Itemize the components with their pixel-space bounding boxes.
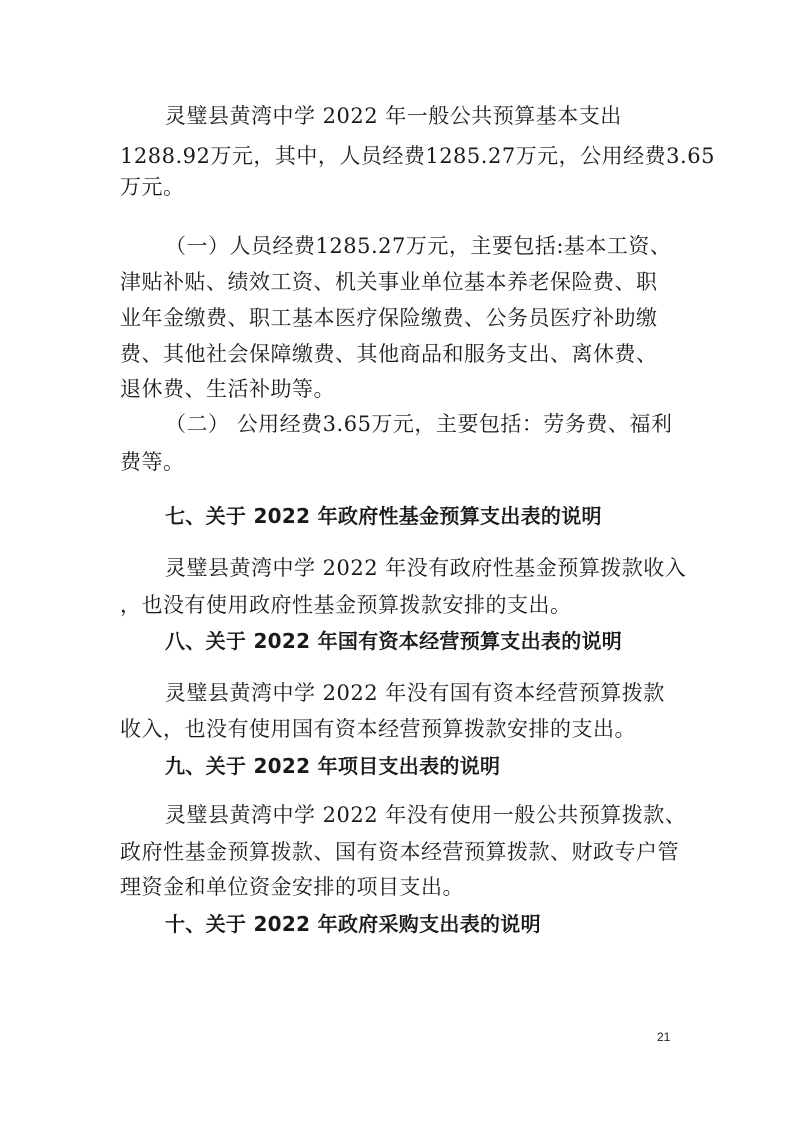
paragraph-line: 理资金和单位资金安排的项目支出。 [120, 875, 464, 899]
paragraph-line: 灵璧县黄湾中学 2022 年没有国有资本经营预算拨款 [165, 681, 665, 705]
paragraph-line: 退休费、生活补助等。 [120, 377, 335, 401]
paragraph-line: （二） 公用经费3.65万元，主要包括：劳务费、福利 [165, 412, 673, 436]
page-number: 21 [657, 1030, 671, 1044]
paragraph-line: 灵璧县黄湾中学 2022 年一般公共预算基本支出 [165, 104, 622, 128]
paragraph-line: 费等。 [120, 450, 185, 474]
section-heading-10: 十、关于 2022 年政府采购支出表的说明 [165, 912, 541, 936]
paragraph-line: 政府性基金预算拨款、国有资本经营预算拨款、财政专户管 [120, 840, 679, 864]
paragraph-line: 灵璧县黄湾中学 2022 年没有政府性基金预算拨款收入 [165, 556, 687, 580]
paragraph-line: 业年金缴费、职工基本医疗保险缴费、公务员医疗补助缴 [120, 306, 658, 330]
paragraph-line: 1288.92万元，其中，人员经费1285.27万元，公用经费3.65 [120, 144, 715, 168]
paragraph-line: （一）人员经费1285.27万元，主要包括:基本工资、 [165, 234, 672, 258]
paragraph-line: 津贴补贴、绩效工资、机关事业单位基本养老保险费、职 [120, 270, 658, 294]
section-heading-7: 七、关于 2022 年政府性基金预算支出表的说明 [165, 504, 602, 528]
section-heading-8: 八、关于 2022 年国有资本经营预算支出表的说明 [165, 629, 623, 653]
paragraph-line: ，也没有使用政府性基金预算拨款安排的支出。 [120, 593, 572, 617]
paragraph-line: 灵璧县黄湾中学 2022 年没有使用一般公共预算拨款、 [165, 803, 687, 827]
paragraph-line: 费、其他社会保障缴费、其他商品和服务支出、离休费、 [120, 342, 658, 366]
paragraph-line: 收入，也没有使用国有资本经营预算拨款安排的支出。 [120, 717, 636, 741]
section-heading-9: 九、关于 2022 年项目支出表的说明 [165, 754, 501, 778]
paragraph-line: 万元。 [120, 175, 185, 199]
